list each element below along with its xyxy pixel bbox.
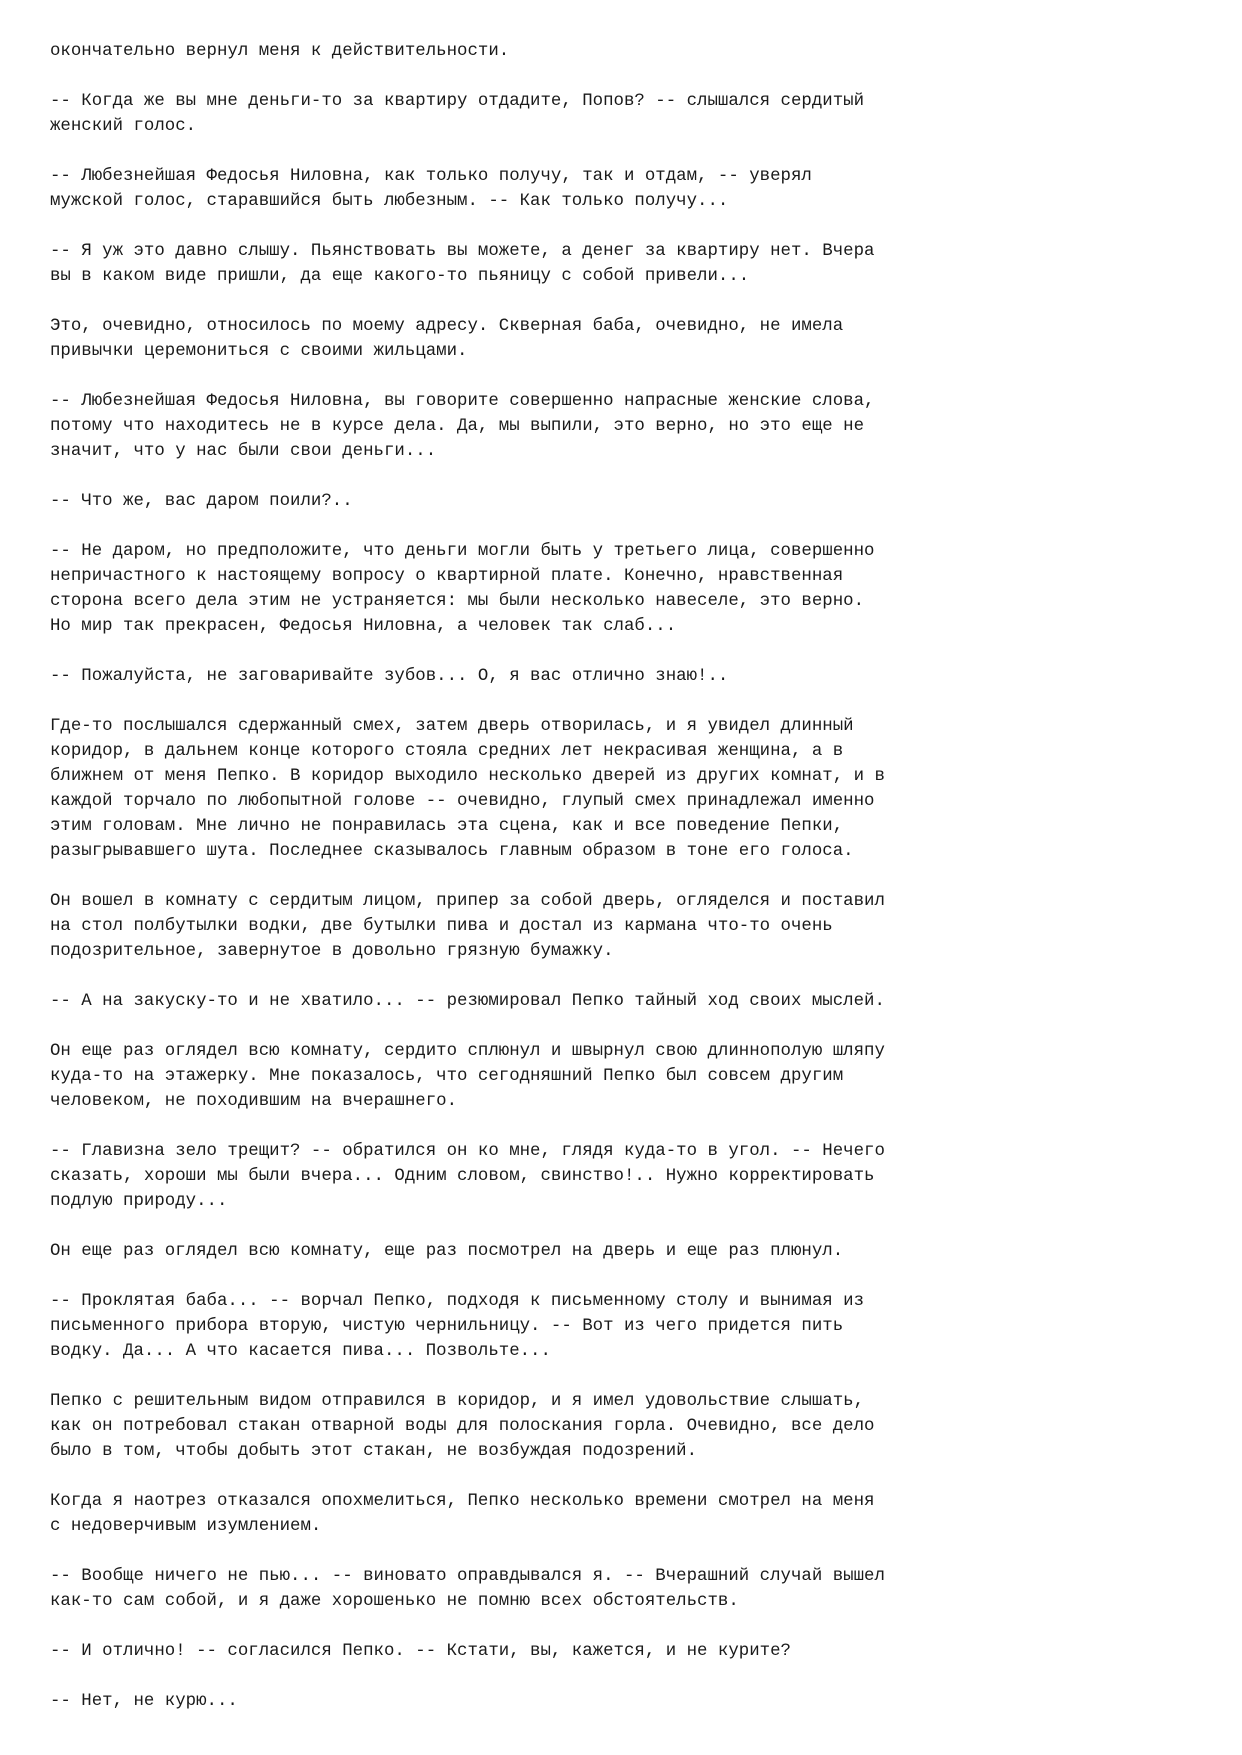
- text-line: -- Пожалуйста, не заговаривайте зубов... О, я вас отлично знаю!..: [50, 667, 729, 686]
- text-line: [50, 1214, 1200, 1239]
- text-line: -- Я уж это давно слышу. Пьянствовать вы можете, а денег за квартиру нет. Вчера: [50, 242, 875, 261]
- text-line: было в том, чтобы добыть этот стакан, не возбуждая подозрений.: [50, 1442, 698, 1461]
- text-line: Это, очевидно, относилось по моему адресу. Скверная баба, очевидно, не имела: [50, 317, 844, 336]
- text-line: этим головам. Мне лично не понравилась эта сцена, как и все поведение Пепки,: [50, 817, 844, 836]
- text-line: [50, 289, 1200, 314]
- document-text: [50, 39, 1200, 1714]
- text-line: коридор, в дальнем конце которого стояла средних лет некрасивая женщина, а в: [50, 742, 844, 761]
- text-line: [50, 1664, 1200, 1689]
- text-line: -- И отлично! -- согласился Пепко. -- Кстати, вы, кажется, и не курите?: [50, 1642, 791, 1661]
- text-line: [50, 1264, 1200, 1289]
- text-line: [50, 214, 1200, 239]
- text-line: [50, 1464, 1200, 1489]
- text-line: -- А на закуску-то и не хватило... -- резюмировал Пепко тайный ход своих мыслей.: [50, 992, 885, 1011]
- text-line: [50, 964, 1200, 989]
- text-line: потому что находитесь не в курсе дела. Да, мы выпили, это верно, но это еще не: [50, 417, 865, 436]
- text-line: значит, что у нас были свои деньги...: [50, 442, 437, 461]
- text-line: [50, 1114, 1200, 1139]
- text-line: Когда я наотрез отказался опохмелиться, Пепко несколько времени смотрел на меня: [50, 1492, 875, 1511]
- text-line: куда-то на этажерку. Мне показалось, что сегодняшний Пепко был совсем другим: [50, 1067, 844, 1086]
- text-line: Он вошел в комнату с сердитым лицом, припер за собой дверь, огляделся и поставил: [50, 892, 885, 911]
- text-line: женский голос.: [50, 117, 197, 136]
- text-line: разыгрывавшего шута. Последнее сказывалось главным образом в тоне его голоса.: [50, 842, 854, 861]
- text-line: с недоверчивым изумлением.: [50, 1517, 322, 1536]
- text-line: -- Любезнейшая Федосья Ниловна, вы говорите совершенно напрасные женские слова,: [50, 392, 875, 411]
- text-line: Где-то послышался сдержанный смех, затем дверь отворилась, и я увидел длинный: [50, 717, 854, 736]
- text-line: -- Нет, не курю...: [50, 1692, 238, 1711]
- text-line: непричастного к настоящему вопросу о квартирной плате. Конечно, нравственная: [50, 567, 844, 586]
- text-line: сторона всего дела этим не устраняется: мы были несколько навеселе, это верно.: [50, 592, 865, 611]
- text-line: [50, 1014, 1200, 1039]
- text-line: [50, 1364, 1200, 1389]
- text-line: [50, 514, 1200, 539]
- text-line: Он еще раз оглядел всю комнату, еще раз посмотрел на дверь и еще раз плюнул.: [50, 1242, 844, 1261]
- text-line: -- Что же, вас даром поили?..: [50, 492, 353, 511]
- text-line: [50, 1614, 1200, 1639]
- text-line: на стол полбутылки водки, две бутылки пива и достал из кармана что-то очень: [50, 917, 833, 936]
- text-line: сказать, хороши мы были вчера... Одним словом, свинство!.. Нужно корректировать: [50, 1167, 875, 1186]
- text-line: человеком, не походившим на вчерашнего.: [50, 1092, 458, 1111]
- text-line: Но мир так прекрасен, Федосья Ниловна, а человек так слаб...: [50, 617, 677, 636]
- text-line: [50, 64, 1200, 89]
- text-line: окончательно вернул меня к действительности.: [50, 42, 510, 61]
- text-line: водку. Да... А что касается пива... Позвольте...: [50, 1342, 551, 1361]
- text-line: каждой торчало по любопытной голове -- очевидно, глупый смех принадлежал именно: [50, 792, 875, 811]
- text-line: письменного прибора вторую, чистую чернильницу. -- Вот из чего придется пить: [50, 1317, 844, 1336]
- text-line: мужской голос, старавшийся быть любезным. -- Как только получу...: [50, 192, 729, 211]
- text-line: ближнем от меня Пепко. В коридор выходило несколько дверей из других комнат, и в: [50, 767, 885, 786]
- text-line: Пепко с решительным видом отправился в коридор, и я имел удовольствие слышать,: [50, 1392, 865, 1411]
- text-line: вы в каком виде пришли, да еще какого-то пьяницу с собой привели...: [50, 267, 750, 286]
- text-line: -- Когда же вы мне деньги-то за квартиру отдадите, Попов? -- слышался сердитый: [50, 92, 865, 111]
- text-line: [50, 464, 1200, 489]
- text-line: [50, 364, 1200, 389]
- text-line: [50, 689, 1200, 714]
- text-line: -- Главизна зело трещит? -- обратился он ко мне, глядя куда-то в угол. -- Нечего: [50, 1142, 885, 1161]
- text-line: -- Не даром, но предположите, что деньги могли быть у третьего лица, совершенно: [50, 542, 875, 561]
- text-line: подлую природу...: [50, 1192, 228, 1211]
- text-line: как-то сам собой, и я даже хорошенько не помню всех обстоятельств.: [50, 1592, 739, 1611]
- text-line: как он потребовал стакан отварной воды для полоскания горла. Очевидно, все дело: [50, 1417, 875, 1436]
- text-line: [50, 139, 1200, 164]
- text-line: [50, 1539, 1200, 1564]
- text-line: -- Вообще ничего не пью... -- виновато оправдывался я. -- Вчерашний случай вышел: [50, 1567, 885, 1586]
- text-line: [50, 864, 1200, 889]
- text-line: -- Проклятая баба... -- ворчал Пепко, подходя к письменному столу и вынимая из: [50, 1292, 865, 1311]
- text-line: Он еще раз оглядел всю комнату, сердито сплюнул и швырнул свою длиннополую шляпу: [50, 1042, 885, 1061]
- text-line: [50, 639, 1200, 664]
- text-line: подозрительное, завернутое в довольно грязную бумажку.: [50, 942, 614, 961]
- text-line: -- Любезнейшая Федосья Ниловна, как только получу, так и отдам, -- уверял: [50, 167, 812, 186]
- text-line: привычки церемониться с своими жильцами.: [50, 342, 468, 361]
